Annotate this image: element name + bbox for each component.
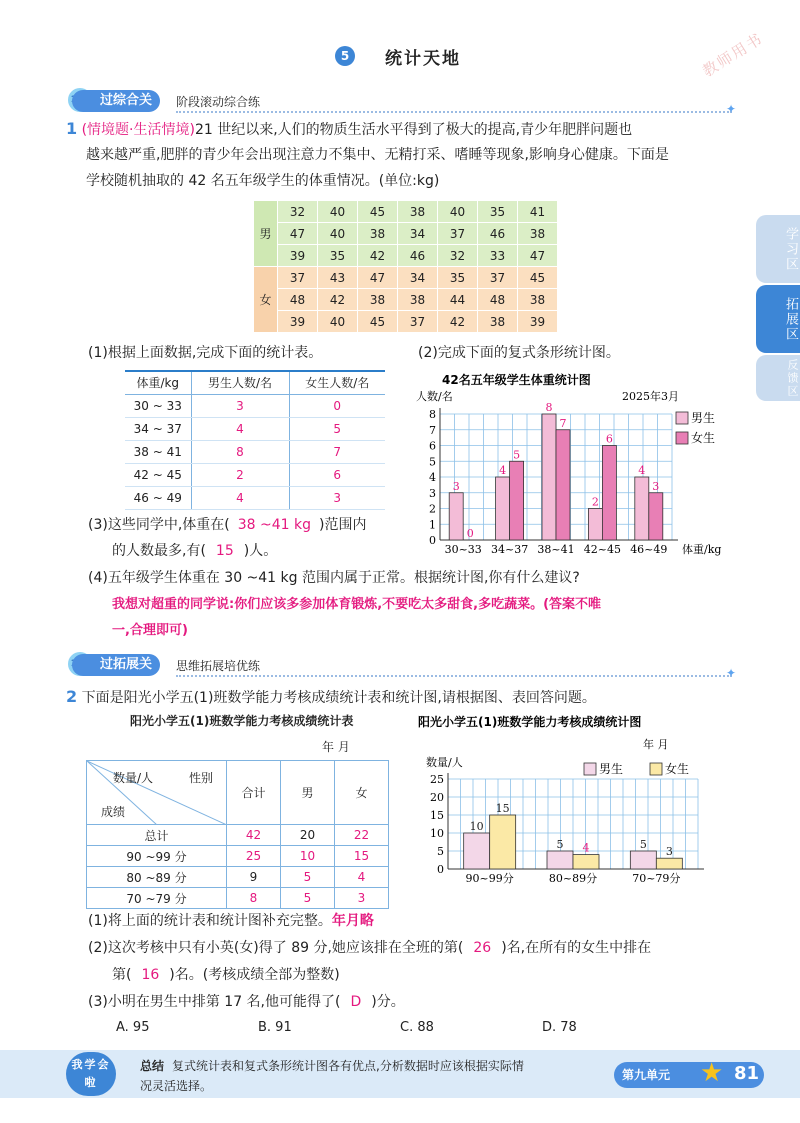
section-bar-extension bbox=[72, 654, 736, 680]
girls-count-cell: 3 bbox=[289, 486, 385, 509]
option-d: D. 78 bbox=[542, 1020, 577, 1035]
chart-title: 42名五年级学生体重统计图 bbox=[442, 373, 591, 387]
weight-range-cell: 34 ~ 37 bbox=[125, 417, 191, 440]
weight-cell: 47 bbox=[278, 223, 318, 245]
female-weight-row bbox=[254, 267, 558, 289]
boys-count-cell: 2 bbox=[191, 463, 289, 486]
legend-swatch bbox=[584, 763, 596, 775]
footer-badge: 我学会啦 bbox=[66, 1052, 116, 1096]
weight-cell: 43 bbox=[318, 267, 358, 289]
female-weight-row bbox=[254, 311, 558, 333]
bar-value-label: 8 bbox=[545, 401, 553, 414]
legend-label: 男生 bbox=[599, 762, 624, 776]
boys-count-cell: 4 bbox=[191, 417, 289, 440]
weight-cell: 40 bbox=[318, 223, 358, 245]
bar bbox=[510, 461, 524, 540]
q1-intro-line3: 学校随机抽取的 42 名五年级学生的体重情况。(单位:kg) bbox=[86, 173, 440, 189]
x-tick-label: 42~45 bbox=[583, 543, 622, 556]
bar-value-label: 5 bbox=[639, 838, 647, 851]
y-tick-label: 7 bbox=[429, 423, 436, 437]
legend-swatch bbox=[676, 432, 688, 444]
chart-date: 2025年3月 bbox=[622, 390, 679, 403]
female-cell: 22 bbox=[335, 825, 389, 846]
weight-cell: 48 bbox=[478, 289, 518, 311]
corner-label-score: 成绩 bbox=[101, 805, 126, 819]
girls-count-cell: 7 bbox=[289, 440, 385, 463]
weight-cell: 40 bbox=[318, 311, 358, 333]
q2-part2-text-d: )名。(考核成绩全部为整数) bbox=[169, 967, 340, 983]
bar-value-label: 2 bbox=[591, 495, 599, 509]
q2-part2-text-c: 第( bbox=[112, 967, 132, 983]
section-badge: 过综合关 bbox=[72, 90, 160, 112]
col-header-male: 男 bbox=[281, 761, 335, 825]
weight-cell: 35 bbox=[438, 267, 478, 289]
y-tick-label: 5 bbox=[437, 845, 444, 858]
dotted-divider bbox=[176, 111, 732, 113]
q1-intro bbox=[66, 116, 746, 143]
bar-value-label: 6 bbox=[605, 432, 613, 446]
y-tick-label: 15 bbox=[430, 809, 444, 822]
x-tick-label: 38~41 bbox=[537, 543, 575, 556]
weight-cell: 47 bbox=[518, 245, 558, 267]
q2-table-title: 阳光小学五(1)班数学能力考核成绩统计表 bbox=[130, 714, 354, 728]
y-tick-label: 10 bbox=[430, 827, 444, 840]
bar-value-label: 3 bbox=[652, 479, 660, 493]
chart-title: 阳光小学五(1)班数学能力考核成绩统计图 bbox=[418, 715, 642, 729]
stat-table-row bbox=[125, 440, 385, 463]
q1-part3-text-a: (3)这些同学中,体重在( bbox=[88, 517, 230, 533]
weight-cell: 32 bbox=[278, 201, 318, 223]
section-subtitle: 思维拓展培优练 bbox=[176, 659, 261, 673]
weight-cell: 46 bbox=[478, 223, 518, 245]
section-subtitle: 阶段滚动综合练 bbox=[176, 95, 261, 109]
q1-intro-line2: 越来越严重,肥胖的青少年会出现注意力不集中、无精打采、嗜睡等现象,影响身心健康。下面是 bbox=[86, 147, 669, 163]
bar-value-label: 7 bbox=[559, 416, 567, 430]
legend-label: 女生 bbox=[665, 762, 690, 776]
score-range-cell: 90 ~99 分 bbox=[87, 846, 227, 867]
y-tick-label: 4 bbox=[429, 471, 436, 484]
q2-part2-line1 bbox=[88, 935, 756, 961]
bar-value-label: 15 bbox=[495, 802, 510, 815]
lesson-title: 统计天地 bbox=[385, 49, 461, 69]
diagonal-header-cell bbox=[87, 761, 227, 825]
bar-value-label: 10 bbox=[469, 820, 484, 833]
col-header-total: 合计 bbox=[227, 761, 281, 825]
legend-label: 男生 bbox=[691, 411, 716, 425]
weight-cell: 35 bbox=[478, 201, 518, 223]
weight-bar-chart bbox=[412, 368, 752, 560]
weight-cell: 38 bbox=[358, 223, 398, 245]
y-tick-label: 6 bbox=[429, 439, 436, 453]
q2-part2-answer1: 26 bbox=[473, 940, 492, 956]
weight-cell: 45 bbox=[518, 267, 558, 289]
bar bbox=[630, 851, 656, 869]
q1-part3-line1 bbox=[88, 512, 366, 538]
lesson-number-badge: 5 bbox=[335, 46, 355, 66]
dotted-divider bbox=[176, 675, 732, 677]
q2-part3-answer: D bbox=[350, 994, 362, 1010]
weight-cell: 45 bbox=[358, 201, 398, 223]
female-cell: 3 bbox=[335, 888, 389, 909]
side-tab-feedback[interactable]: 反馈区 bbox=[756, 355, 800, 401]
col-header-girls: 女生人数/名 bbox=[289, 371, 385, 394]
score-range-cell: 总计 bbox=[87, 825, 227, 846]
q2-part3-text-a: (3)小明在男生中排第 17 名,他可能得了( bbox=[88, 994, 341, 1010]
q1-part3-text-b: )范围内 bbox=[319, 517, 367, 533]
boys-count-cell: 4 bbox=[191, 486, 289, 509]
q2-part2-text-a: (2)这次考核中只有小英(女)得了 89 分,她应该排在全班的第( bbox=[88, 940, 464, 956]
score-range-cell: 70 ~79 分 bbox=[87, 888, 227, 909]
question-number: 1 bbox=[66, 119, 78, 138]
weight-cell: 38 bbox=[518, 223, 558, 245]
score-table-row bbox=[87, 888, 389, 909]
star-icon: ✦ bbox=[725, 666, 736, 680]
bar bbox=[656, 858, 682, 869]
stat-table-row bbox=[125, 463, 385, 486]
bar bbox=[490, 815, 516, 869]
q2-intro-text: 下面是阳光小学五(1)班数学能力考核成绩统计表和统计图,请根据图、表回答问题。 bbox=[81, 690, 596, 706]
question-tag: (情境题·生活情境) bbox=[81, 122, 195, 138]
bar-value-label: 4 bbox=[582, 841, 590, 855]
x-tick-label: 34~37 bbox=[490, 543, 529, 556]
q1-part3-line2 bbox=[112, 538, 277, 564]
summary-label: 总结 bbox=[140, 1059, 165, 1073]
q1-part4-prompt: (4)五年级学生体重在 30 ~41 kg 范围内属于正常。根据统计图,你有什么建议? bbox=[88, 570, 580, 586]
section-badge: 过拓展关 bbox=[72, 654, 160, 676]
male-cell: 5 bbox=[281, 867, 335, 888]
bar-value-label: 5 bbox=[556, 838, 564, 851]
male-cell: 20 bbox=[281, 825, 335, 846]
star-icon: ✦ bbox=[725, 102, 736, 116]
weight-cell: 41 bbox=[518, 201, 558, 223]
y-tick-label: 8 bbox=[429, 408, 436, 421]
weight-range-cell: 42 ~ 45 bbox=[125, 463, 191, 486]
bar bbox=[556, 430, 570, 540]
girls-count-cell: 5 bbox=[289, 417, 385, 440]
col-header-weight: 体重/kg bbox=[125, 371, 191, 394]
weight-cell: 42 bbox=[358, 245, 398, 267]
weight-cell: 39 bbox=[278, 245, 318, 267]
weight-cell: 38 bbox=[398, 289, 438, 311]
bar-value-label: 5 bbox=[513, 448, 521, 462]
weight-cell: 37 bbox=[278, 267, 318, 289]
score-table-row bbox=[87, 825, 389, 846]
weight-cell: 38 bbox=[478, 311, 518, 333]
weight-cell: 39 bbox=[518, 311, 558, 333]
bar-value-label: 0 bbox=[466, 527, 474, 540]
q2-part1-text: (1)将上面的统计表和统计图补充完整。 bbox=[88, 913, 332, 929]
q1-intro-line1: 21 世纪以来,人们的物质生活水平得到了极大的提高,青少年肥胖问题也 bbox=[194, 122, 633, 138]
q1-part3-answer1: 38 ~41 kg bbox=[237, 517, 312, 533]
weight-cell: 33 bbox=[478, 245, 518, 267]
star-mascot-icon: ★ bbox=[700, 1058, 724, 1088]
weight-cell: 45 bbox=[358, 311, 398, 333]
weight-cell: 38 bbox=[358, 289, 398, 311]
score-table-row bbox=[87, 846, 389, 867]
bar bbox=[496, 477, 510, 540]
q2-part1-answer: 年月略 bbox=[331, 913, 374, 929]
y-tick-label: 0 bbox=[429, 534, 436, 547]
bar-value-label: 3 bbox=[665, 845, 673, 859]
x-axis-label: 体重/kg bbox=[682, 543, 722, 556]
legend-swatch bbox=[676, 412, 688, 424]
male-weight-row bbox=[254, 245, 558, 267]
female-cell: 15 bbox=[335, 846, 389, 867]
male-group-label: 男 bbox=[254, 201, 278, 267]
section-bar-comprehensive bbox=[72, 90, 736, 116]
boys-count-cell: 8 bbox=[191, 440, 289, 463]
total-cell: 8 bbox=[227, 888, 281, 909]
bar-value-label: 4 bbox=[638, 464, 646, 477]
q2-intro bbox=[66, 684, 756, 711]
y-tick-label: 20 bbox=[430, 791, 444, 804]
weight-cell: 42 bbox=[318, 289, 358, 311]
q2-part1 bbox=[88, 908, 374, 934]
weight-cell: 37 bbox=[438, 223, 478, 245]
weight-cell: 32 bbox=[438, 245, 478, 267]
bar bbox=[547, 851, 573, 869]
x-tick-label: 90~99分 bbox=[465, 872, 514, 885]
female-weight-row bbox=[254, 289, 558, 311]
x-tick-label: 80~89分 bbox=[548, 872, 598, 885]
question-number: 2 bbox=[66, 687, 78, 706]
corner-stamp: 教师用书 bbox=[699, 29, 767, 81]
unit-label: 第九单元 bbox=[622, 1068, 671, 1082]
weight-cell: 46 bbox=[398, 245, 438, 267]
col-header-boys: 男生人数/名 bbox=[191, 371, 289, 394]
male-cell: 10 bbox=[281, 846, 335, 867]
q2-table-date: 年 月 bbox=[322, 740, 350, 754]
side-tab-extend[interactable]: 拓展区 bbox=[756, 285, 800, 353]
bar bbox=[449, 493, 463, 540]
page-number: 81 bbox=[734, 1063, 760, 1084]
score-range-cell: 80 ~89 分 bbox=[87, 867, 227, 888]
stat-table-row bbox=[125, 417, 385, 440]
weight-cell: 42 bbox=[438, 311, 478, 333]
q2-part2-line2 bbox=[112, 962, 340, 988]
bar bbox=[635, 477, 649, 540]
y-axis-label: 数量/人 bbox=[426, 756, 463, 769]
weight-cell: 35 bbox=[318, 245, 358, 267]
corner-label-quantity: 数量/人 bbox=[113, 771, 154, 785]
y-tick-label: 25 bbox=[430, 773, 444, 786]
bar bbox=[588, 509, 602, 541]
legend-swatch bbox=[650, 763, 662, 775]
bar bbox=[649, 493, 663, 540]
weight-cell: 38 bbox=[518, 289, 558, 311]
weight-cell: 37 bbox=[478, 267, 518, 289]
q1-part3-text-d: )人。 bbox=[243, 543, 278, 559]
male-weight-row bbox=[254, 201, 558, 223]
stat-table-row bbox=[125, 394, 385, 417]
bar-value-label: 4 bbox=[499, 464, 507, 477]
option-c: C. 88 bbox=[400, 1020, 434, 1035]
col-header-female: 女 bbox=[335, 761, 389, 825]
score-bar-chart bbox=[418, 710, 718, 888]
option-a: A. 95 bbox=[116, 1020, 150, 1035]
weight-range-cell: 30 ~ 33 bbox=[125, 394, 191, 417]
girls-count-cell: 6 bbox=[289, 463, 385, 486]
q2-part3 bbox=[88, 989, 405, 1015]
female-group-label: 女 bbox=[254, 267, 278, 333]
total-cell: 42 bbox=[227, 825, 281, 846]
y-tick-label: 1 bbox=[429, 518, 436, 532]
x-tick-label: 46~49 bbox=[630, 543, 668, 556]
total-cell: 9 bbox=[227, 867, 281, 888]
footer-summary bbox=[140, 1056, 610, 1096]
q1-stat-table bbox=[125, 370, 385, 510]
weight-cell: 40 bbox=[438, 201, 478, 223]
score-table-row bbox=[87, 867, 389, 888]
weight-cell: 40 bbox=[318, 201, 358, 223]
weight-cell: 47 bbox=[358, 267, 398, 289]
x-tick-label: 70~79分 bbox=[632, 872, 681, 885]
summary-line1: 复式统计表和复式条形统计图各有优点,分析数据时应该根据实际情 bbox=[172, 1059, 524, 1073]
weight-cell: 38 bbox=[398, 201, 438, 223]
q2-part2-answer2: 16 bbox=[141, 967, 160, 983]
weight-cell: 39 bbox=[278, 311, 318, 333]
bar bbox=[542, 414, 556, 540]
q1-part3-text-c: 的人数最多,有( bbox=[112, 543, 206, 559]
weight-data-table bbox=[253, 200, 558, 333]
weight-cell: 44 bbox=[438, 289, 478, 311]
total-cell: 25 bbox=[227, 846, 281, 867]
corner-label-gender: 性别 bbox=[189, 771, 214, 785]
bar-value-label: 3 bbox=[452, 479, 460, 493]
side-tab-study[interactable]: 学习区 bbox=[756, 215, 800, 283]
y-tick-label: 5 bbox=[429, 455, 436, 469]
q2-part3-text-b: )分。 bbox=[371, 994, 405, 1010]
male-weight-row bbox=[254, 223, 558, 245]
weight-cell: 48 bbox=[278, 289, 318, 311]
legend-label: 女生 bbox=[691, 431, 716, 445]
y-axis-label: 人数/名 bbox=[416, 390, 453, 403]
y-tick-label: 3 bbox=[429, 486, 436, 500]
q1-part4-answer-line1: 我想对超重的同学说:你们应该多参加体育锻炼,不要吃太多甜食,多吃蔬菜。(答案不唯 bbox=[112, 597, 602, 612]
q2-part2-text-b: )名,在所有的女生中排在 bbox=[501, 940, 652, 956]
weight-cell: 34 bbox=[398, 267, 438, 289]
q1-part2-prompt: (2)完成下面的复式条形统计图。 bbox=[418, 345, 620, 361]
weight-cell: 34 bbox=[398, 223, 438, 245]
stat-table-row bbox=[125, 486, 385, 509]
x-tick-label: 30~33 bbox=[444, 543, 482, 556]
weight-cell: 37 bbox=[398, 311, 438, 333]
boys-count-cell: 3 bbox=[191, 394, 289, 417]
weight-range-cell: 38 ~ 41 bbox=[125, 440, 191, 463]
y-tick-label: 0 bbox=[437, 863, 444, 876]
summary-line2: 况灵活选择。 bbox=[140, 1079, 213, 1093]
q2-stat-table bbox=[86, 760, 389, 909]
bar bbox=[464, 833, 490, 869]
male-cell: 5 bbox=[281, 888, 335, 909]
q1-part1-prompt: (1)根据上面数据,完成下面的统计表。 bbox=[88, 345, 323, 361]
q1-part3-answer2: 15 bbox=[215, 543, 234, 559]
bar bbox=[602, 446, 616, 541]
q1-part4-answer-line2: 一,合理即可) bbox=[112, 623, 188, 638]
weight-range-cell: 46 ~ 49 bbox=[125, 486, 191, 509]
option-b: B. 91 bbox=[258, 1020, 292, 1035]
bar bbox=[573, 855, 599, 869]
chart-date: 年 月 bbox=[643, 738, 669, 751]
female-cell: 4 bbox=[335, 867, 389, 888]
girls-count-cell: 0 bbox=[289, 394, 385, 417]
y-tick-label: 2 bbox=[429, 502, 436, 516]
